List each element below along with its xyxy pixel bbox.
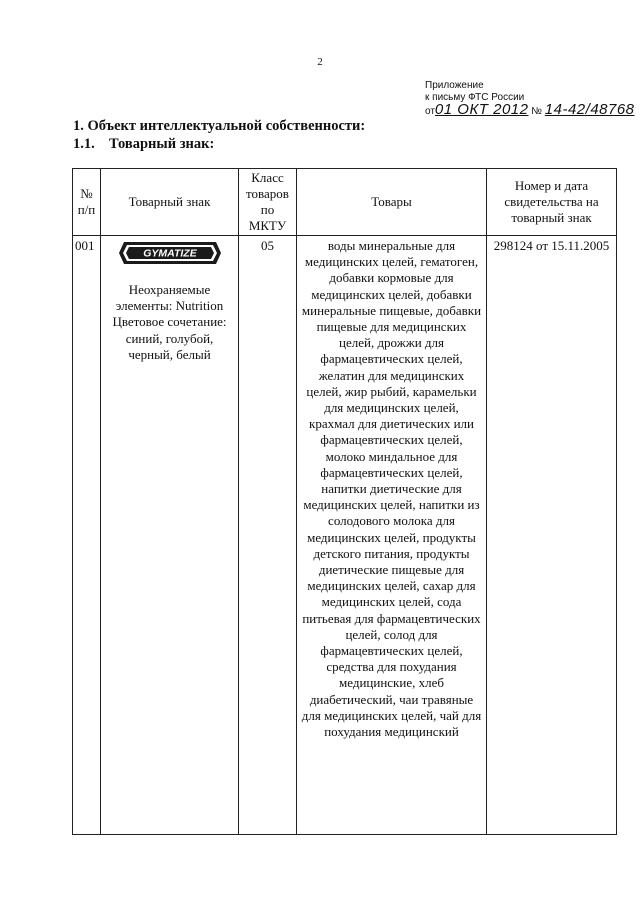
appendix-number: 14-42/48768 (544, 101, 635, 118)
row-number: 001 (73, 236, 101, 835)
appendix-date: 01 ОКТ 2012 (434, 101, 529, 118)
goods-cell (297, 236, 487, 835)
header-goods: Товары (297, 169, 487, 236)
trademark-cell (101, 236, 239, 835)
header-certificate: Номер и дата свидетельства на товарный знак (487, 169, 617, 236)
certificate-cell: 298124 от 15.11.2005 (487, 236, 617, 835)
appendix-title: Приложение (425, 80, 484, 91)
header-num: № п/п (73, 169, 101, 236)
appendix-ot-prefix: от (425, 106, 435, 117)
appendix-block (425, 80, 635, 118)
section-heading-ip-object: 1. Объект интеллектуальной собственности: (73, 118, 366, 134)
goods-list: воды минеральные для медицинских целей, гематоген, добавки кормовые для медицинских целей, добавки минеральные пищевые, добавки пищевые для медицинских целей, дрожжи для фармацевтических целей, желатин для медицинских целей, жир рыбий, карамельки для медицинских целей, крахмал для диетических или фармацевтических целей, молоко миндальное для фармацевтических целей, напитки диетические для медицинских целей, напитки из солодового молока для медицинских целей, продукты детского питания, продукты диетические пищевые для медицинских целей, сахар для медицинских целей, сода питьевая для фармацевтических целей, солод для фармацевтических целей, средства для похудания медицинские, хлеб диабетический, чаи травяные для медицинских целей, чай для похудания медицинский (301, 238, 482, 740)
trademark-logo (118, 240, 222, 266)
table-row (73, 236, 617, 835)
section-heading-trademark (73, 136, 214, 153)
appendix-letter-ref: к письму ФТС России (425, 92, 525, 103)
appendix-number-prefix: № (531, 106, 542, 117)
trademark-description: Неохраняемые элементы: Nutrition Цветовое сочетание: синий, голубой, черный, белый (112, 282, 227, 362)
class-cell: 05 (239, 236, 297, 835)
trademark-table (72, 168, 617, 835)
trademark-logo-text: GYMATIZE (142, 247, 197, 260)
header-trademark: Товарный знак (101, 169, 239, 236)
section-number: 1.1. (73, 136, 95, 152)
table-header-row (73, 169, 617, 236)
header-class: Класс товаров по МКТУ (239, 169, 297, 236)
section-title: Товарный знак: (109, 136, 215, 152)
appendix-date-number-line (425, 101, 635, 118)
page-number: 2 (317, 56, 323, 68)
